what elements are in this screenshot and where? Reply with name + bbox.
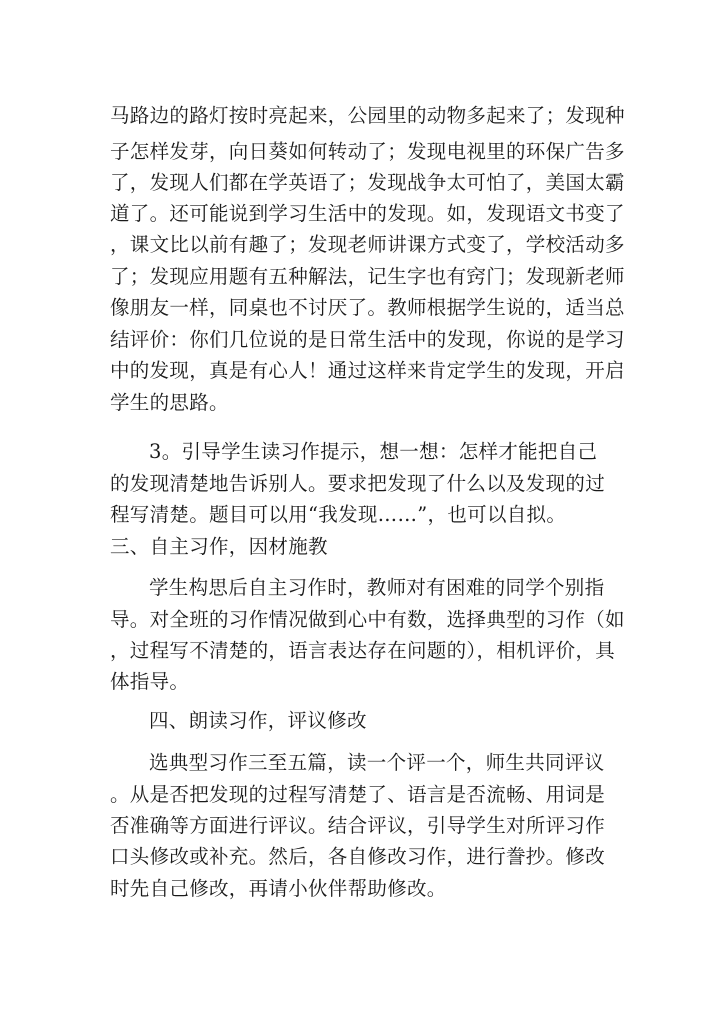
text-line: 子怎样发芽，向日葵如何转动了；发现电视里的环保广告多 [110, 140, 625, 163]
text-line: 体指导。 [110, 670, 190, 693]
text-line: 时先自己修改，再请小伙伴帮助修改。 [110, 877, 447, 900]
text-line: 程写清楚。题目可以用“我发现……”，也可以自拟。 [110, 503, 567, 526]
text-line: 中的发现，真是有心人！通过这样来肯定学生的发现，开启 [110, 359, 625, 382]
text-line: 。从是否把发现的过程写清楚了、语言是否流畅、用词是 [110, 783, 606, 806]
text-line: 3。引导学生读习作提示，想一想：怎样才能把自己 [149, 440, 598, 463]
text-line: ，课文比以前有趣了；发现老师讲课方式变了，学校活动多 [110, 233, 625, 256]
text-line: 的发现清楚地告诉别人。要求把发现了什么以及发现的过 [110, 472, 606, 495]
section-heading-4: 四、朗读习作，评议修改 [149, 709, 367, 732]
text-line: 学生构思后自主习作时，教师对有困难的同学个别指 [149, 576, 605, 599]
text-line: 导。对全班的习作情况做到心中有数，选择典型的习作（如 [110, 608, 625, 631]
text-line: 结评价：你们几位说的是日常生活中的发现，你说的是学习 [110, 328, 625, 351]
text-line: 口头修改或补充。然后，各自修改习作，进行誊抄。修改 [110, 845, 606, 868]
text-line: 像朋友一样，同桌也不讨厌了。教师根据学生说的，适当总 [110, 296, 625, 319]
text-line: 了，发现人们都在学英语了；发现战争太可怕了，美国太霸 [110, 171, 625, 194]
text-line: 否准确等方面进行评议。结合评议，引导学生对所评习作 [110, 814, 606, 837]
text-line: 了；发现应用题有五种解法，记生字也有窍门；发现新老师 [110, 265, 625, 288]
text-line: ，过程写不清楚的，语言表达存在问题的），相机评价，具 [110, 639, 616, 662]
text-line: 学生的思路。 [110, 391, 229, 414]
section-heading-3: 三、自主习作，因材施教 [110, 535, 328, 558]
text-line: 马路边的路灯按时亮起来，公园里的动物多起来了；发现种 [110, 104, 625, 127]
text-line: 选典型习作三至五篇，读一个评一个，师生共同评议 [149, 751, 605, 774]
text-line: 道了。还可能说到学习生活中的发现。如，发现语文书变了 [110, 202, 625, 225]
